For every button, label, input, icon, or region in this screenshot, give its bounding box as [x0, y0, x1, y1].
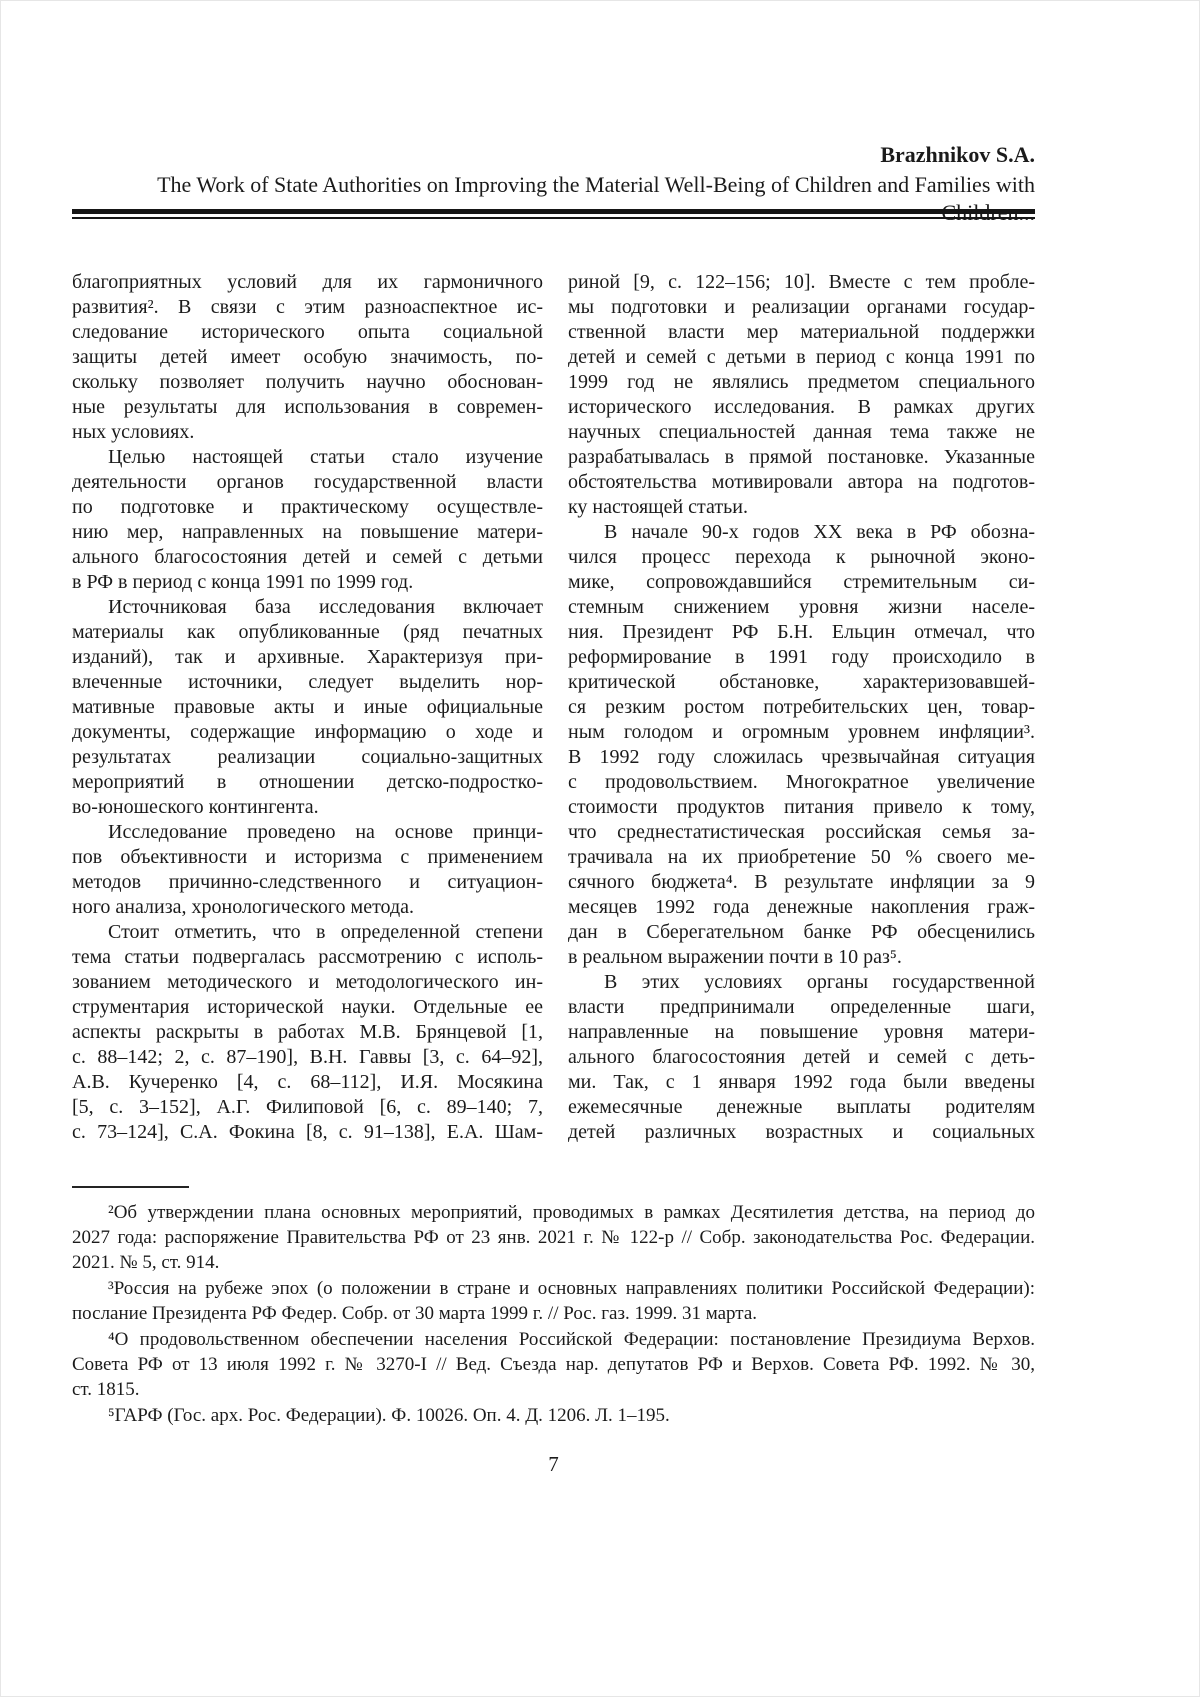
- text-line: изданий), так и архивные. Характеризуя при-: [72, 646, 543, 668]
- text-line: ст. 1815.: [72, 1379, 140, 1400]
- text-line: ных условиях.: [72, 421, 195, 443]
- text-line: что среднестатистическая российская семья за-: [568, 821, 1035, 843]
- text-line: ального благосостояния детей и семей с детьми: [72, 546, 543, 568]
- footnote-separator-rule: [72, 1186, 189, 1188]
- text-line: обстоятельства мотивировали автора на подготов-: [568, 471, 1035, 493]
- text-line: методов причинно-следственного и ситуацион-: [72, 871, 543, 893]
- text-line: материалы как опубликованные (ряд печатных: [72, 621, 543, 643]
- text-line: ³Россия на рубеже эпох (о положении в стране и основных направлениях политики Российской Федерации):: [108, 1278, 1035, 1299]
- header-double-rule: [72, 209, 1035, 219]
- text-line: документы, содержащие информацию о ходе и: [72, 721, 543, 743]
- text-line: в реальном выражении почти в 10 раз⁵.: [568, 946, 902, 968]
- text-line: 2021. № 5, ст. 914.: [72, 1252, 220, 1273]
- text-line: мероприятий в отношении детско-подростко-: [72, 771, 543, 793]
- footnote-4: [72, 1327, 1035, 1402]
- text-line: следование исторического опыта социальной: [72, 321, 543, 343]
- text-line: ального благосостояния детей и семей с деть-: [568, 1046, 1035, 1068]
- text-line: сячного бюджета⁴. В результате инфляции за 9: [568, 871, 1035, 893]
- text-line: Стоит отметить, что в определенной степени: [108, 921, 543, 943]
- body-columns: [72, 270, 1035, 1145]
- text-line: ным голодом и огромным уровнем инфляции³.: [568, 721, 1035, 743]
- footnotes-block: [72, 1200, 1035, 1429]
- text-line: направленные на повышение уровня матери-: [568, 1021, 1035, 1043]
- text-line: влеченные источники, следует выделить нор-: [72, 671, 543, 693]
- text-line: в РФ в период с конца 1991 по 1999 год.: [72, 571, 414, 593]
- text-line: мативные правовые акты и иные официальные: [72, 696, 543, 718]
- text-line: мы подготовки и реализации органами государ-: [568, 296, 1035, 318]
- text-line: научных специальностей данная тема также не: [568, 421, 1035, 443]
- text-line: ния. Президент РФ Б.Н. Ельцин отмечал, что: [568, 621, 1035, 643]
- text-line: чился процесс перехода к рыночной эконо-: [568, 546, 1035, 568]
- text-line: ежемесячные денежные выплаты родителям: [568, 1096, 1035, 1118]
- running-header-author: Brazhnikov S.A.: [880, 142, 1035, 167]
- footnote-5: [72, 1403, 1035, 1428]
- text-line: трачивала на их приобретение 50 % своего ме-: [568, 846, 1035, 868]
- text-line: критической обстановке, характеризовавшей-: [568, 671, 1035, 693]
- text-line: [5, с. 3–152], А.Г. Филиповой [6, с. 89–140; 7,: [72, 1096, 543, 1118]
- text-line: исторического исследования. В рамках других: [568, 396, 1035, 418]
- text-line: детей и семей с детьми в период с конца 1991 по: [568, 346, 1035, 368]
- text-line: ⁵ГАРФ (Гос. арх. Рос. Федерации). Ф. 10026. Оп. 4. Д. 1206. Л. 1–195.: [108, 1405, 670, 1426]
- text-line: во-юношеского контингента.: [72, 796, 319, 818]
- text-line: ные результаты для использования в современ-: [72, 396, 543, 418]
- text-line: ⁴О продовольственном обеспечении населения Российской Федерации: постановление Президиума Верхов.: [108, 1329, 1035, 1350]
- text-line: ²Об утверждении плана основных мероприятий, проводимых в рамках Десятилетия детства, на период до: [108, 1202, 1035, 1223]
- text-line: ми. Так, с 1 января 1992 года были введены: [568, 1071, 1035, 1093]
- text-line: В начале 90-х годов XX века в РФ обозна-: [604, 521, 1035, 543]
- text-line: риной [9, с. 122–156; 10]. Вместе с тем пробле-: [568, 271, 1035, 293]
- text-line: деятельности органов государственной власти: [72, 471, 543, 493]
- text-line: Совета РФ от 13 июля 1992 г. № 3270-I // Вед. Съезда нар. депутатов РФ и Верхов. Совета РФ. 1992. № 30,: [72, 1354, 1035, 1375]
- running-header-title: The Work of State Authorities on Improving the Material Well-Being of Children and Families with Children...: [157, 172, 1035, 225]
- text-line: благоприятных условий для их гармоничного: [72, 271, 543, 293]
- text-line: нию мер, направленных на повышение матери-: [72, 521, 543, 543]
- text-line: дан в Сберегательном банке РФ обесценились: [568, 921, 1035, 943]
- text-line: мике, сопровождавшийся стремительным си-: [568, 571, 1035, 593]
- text-line: стоимости продуктов питания привело к тому,: [568, 796, 1035, 818]
- text-line: с. 88–142; 2, с. 87–190], В.Н. Гаввы [3, с. 64–92],: [72, 1046, 543, 1068]
- body-column-left: [72, 270, 543, 1145]
- footnote-3: [72, 1276, 1035, 1326]
- text-line: пов объективности и историзма с применением: [72, 846, 543, 868]
- text-line: ся резким ростом потребительских цен, товар-: [568, 696, 1035, 718]
- text-line: власти предпринимали определенные шаги,: [568, 996, 1035, 1018]
- text-line: струментария исторической науки. Отдельные ее: [72, 996, 543, 1018]
- text-line: послание Президента РФ Федер. Собр. от 30 марта 1999 г. // Рос. газ. 1999. 31 марта.: [72, 1303, 758, 1324]
- body-column-right: [568, 270, 1035, 1145]
- text-line: с. 73–124], С.А. Фокина [8, с. 91–138], Е.А. Шам-: [72, 1121, 543, 1143]
- text-line: Источниковая база исследования включает: [108, 596, 543, 618]
- footnote-2: [72, 1200, 1035, 1275]
- text-line: ственной власти мер материальной поддержки: [568, 321, 1035, 343]
- text-line: ного анализа, хронологического метода.: [72, 896, 415, 918]
- text-line: ку настоящей статьи.: [568, 496, 748, 518]
- text-line: разрабатывалась в прямой постановке. Указанные: [568, 446, 1035, 468]
- page-number: 7: [548, 1452, 559, 1476]
- text-line: зованием методического и методологического ин-: [72, 971, 543, 993]
- text-line: реформирование в 1991 году происходило в: [568, 646, 1035, 668]
- text-line: развития². В связи с этим разноаспектное ис-: [72, 296, 543, 318]
- text-line: тема статьи подвергалась рассмотрению с исполь-: [72, 946, 543, 968]
- text-line: скольку позволяет получить научно обоснован-: [72, 371, 543, 393]
- text-line: А.В. Кучеренко [4, с. 68–112], И.Я. Мосякина: [72, 1071, 543, 1093]
- text-line: аспекты раскрыты в работах М.В. Брянцевой [1,: [72, 1021, 543, 1043]
- text-line: В этих условиях органы государственной: [604, 971, 1035, 993]
- text-line: стемным снижением уровня жизни населе-: [568, 596, 1035, 618]
- text-line: месяцев 1992 года денежные накопления граж-: [568, 896, 1035, 918]
- text-line: 1999 год не являлись предметом специального: [568, 371, 1035, 393]
- text-line: с продовольствием. Многократное увеличение: [568, 771, 1035, 793]
- text-line: Исследование проведено на основе принци-: [108, 821, 543, 843]
- text-line: В 1992 году сложилась чрезвычайная ситуация: [568, 746, 1035, 768]
- text-line: детей различных возрастных и социальных: [568, 1121, 1035, 1143]
- text-line: 2027 года: распоряжение Правительства РФ от 23 янв. 2021 г. № 122-р // Собр. законодательства Рос. Федерации.: [72, 1227, 1035, 1248]
- text-line: Целью настоящей статьи стало изучение: [108, 446, 543, 468]
- text-line: по подготовке и практическому осуществле-: [72, 496, 543, 518]
- text-line: защиты детей имеет особую значимость, по-: [72, 346, 543, 368]
- text-line: результатах реализации социально-защитных: [72, 746, 543, 768]
